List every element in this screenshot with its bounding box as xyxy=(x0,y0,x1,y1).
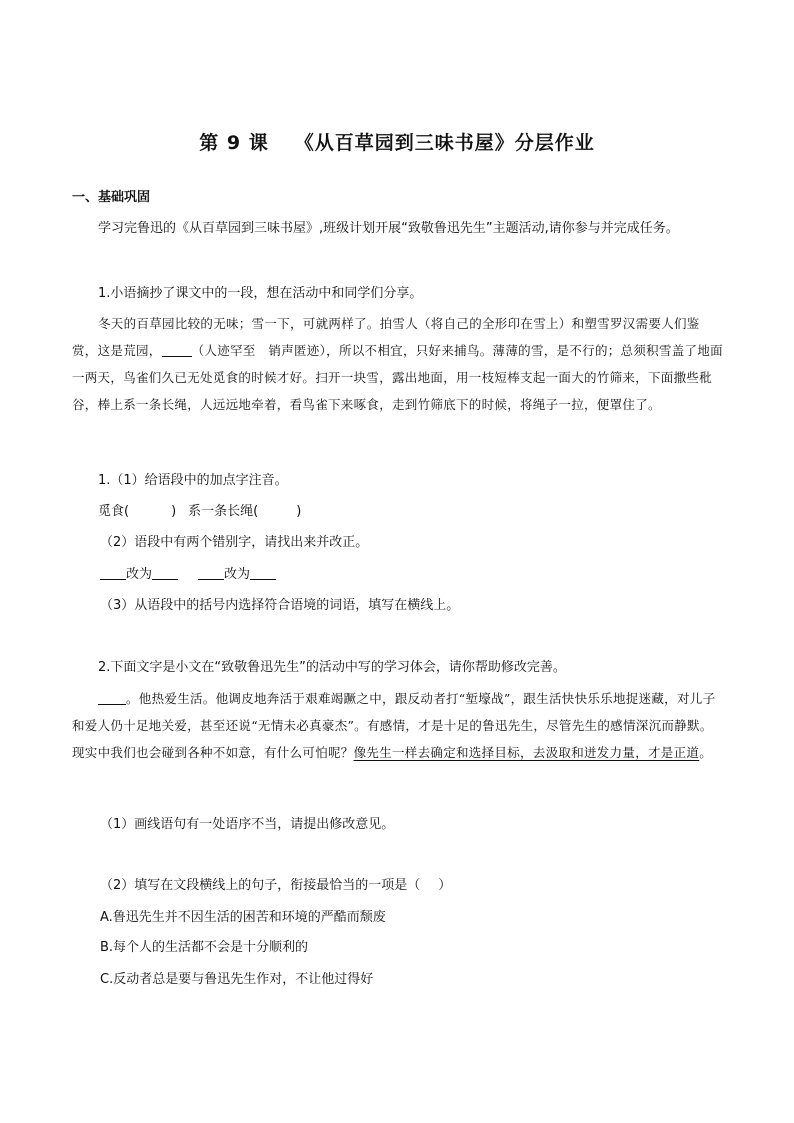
question-1-sub-2: （2）语段中有两个错别字，请找出来并改正。 xyxy=(100,535,369,550)
answer-blank[interactable] xyxy=(162,342,192,357)
wrong-char-blank-2[interactable] xyxy=(198,565,224,580)
lead-sentence-blank[interactable] xyxy=(98,690,126,705)
intro-paragraph: 学习完鲁迅的《从百草园到三味书屋》,班级计划开展“致敬鲁迅先生”主题活动,请你参与并完成任务。 xyxy=(98,221,679,236)
passage-end: 。 xyxy=(699,745,713,760)
question-1-stem: 1.小语摘抄了课文中的一段，想在活动中和同学们分享。 xyxy=(98,286,423,301)
pinyin-item-1-label: 觅食( xyxy=(98,504,130,519)
underlined-sentence: 像先生一样去确定和选择目标，去汲取和迸发力量，才是正道 xyxy=(353,745,700,760)
passage-body: 。他热爱生活。他调皮地奔活于艰难竭蹶之中，跟反动者打“堑壕战”，跟生活快快乐乐地捉迷藏，对儿子和爱人仍十足地关爱，甚至还说“无情未必真豪杰”。有感情，才是十足的鲁迅先生，尽管先生的感情深沉而静默。现实中我们也会碰到各种不如意，有什么可怕呢？ xyxy=(72,691,716,760)
sub-2-text: （2）填写在文段横线上的句子，衔接最恰当的一项是（ xyxy=(100,878,421,893)
page-title xyxy=(0,128,794,155)
sub-2-close: ） xyxy=(438,878,452,893)
question-2-stem: 2.下面文字是小文在“致敬鲁迅先生”的活动中写的学习体会，请你帮助修改完善。 xyxy=(98,660,566,675)
pinyin-item-2-label: 系一条长绳( xyxy=(188,504,259,519)
section-heading: 一、基础巩固 xyxy=(72,190,151,205)
correction-label-2: 改为 xyxy=(224,567,251,582)
pinyin-item-2-close: ) xyxy=(296,504,302,519)
question-2-passage xyxy=(72,685,724,766)
lesson-number: 第 9 课 xyxy=(199,132,269,154)
option-c: C.反动者总是要与鲁迅先生作对，不让他过得好 xyxy=(100,972,374,987)
pinyin-item-1-close: ) xyxy=(171,504,177,519)
question-2-sub-1: （1）画线语句有一处语序不当，请提出修改意见。 xyxy=(100,817,395,832)
correction-label-1: 改为 xyxy=(126,567,153,582)
lesson-name: 《从百草园到三味书屋》分层作业 xyxy=(294,132,595,154)
question-2-sub-2 xyxy=(100,876,451,896)
question-1-passage xyxy=(72,310,724,418)
question-1-sub-1: 1.（1）给语段中的加点字注音。 xyxy=(98,473,288,488)
pinyin-row xyxy=(98,502,301,522)
question-1-sub-3: （3）从语段中的括号内选择符合语境的词语，填写在横线上。 xyxy=(100,598,460,613)
passage-part-b: （人迹罕至 销声匿迹），所以不相宜，只好来捕鸟。薄薄的雪，是不行的；总须积雪盖了地面一两天，鸟雀们久已无处觅食的时候才好。扫开一块雪，露出地面，用一枝短棒支起一面大的竹筛来，下面撒些秕谷，棒上系一条长绳，人远远地牵着，看鸟雀下来啄食，走到竹筛底下的时候，将绳子一拉，便罩住了。 xyxy=(72,343,723,412)
correction-row xyxy=(100,565,276,585)
right-char-blank-2[interactable] xyxy=(250,565,276,580)
passage-part-a: 冬天的百草园比较的无味；雪一下，可就两样了。拍雪人（将自己的全形印在雪上）和塑雪罗汉需要人们鉴赏，这是荒园， xyxy=(72,316,700,358)
right-char-blank-1[interactable] xyxy=(152,565,178,580)
wrong-char-blank-1[interactable] xyxy=(100,565,126,580)
option-b: B.每个人的生活都不会是十分顺利的 xyxy=(100,940,309,955)
option-a: A.鲁迅先生并不因生活的困苦和环境的严酷而颓废 xyxy=(100,910,386,925)
